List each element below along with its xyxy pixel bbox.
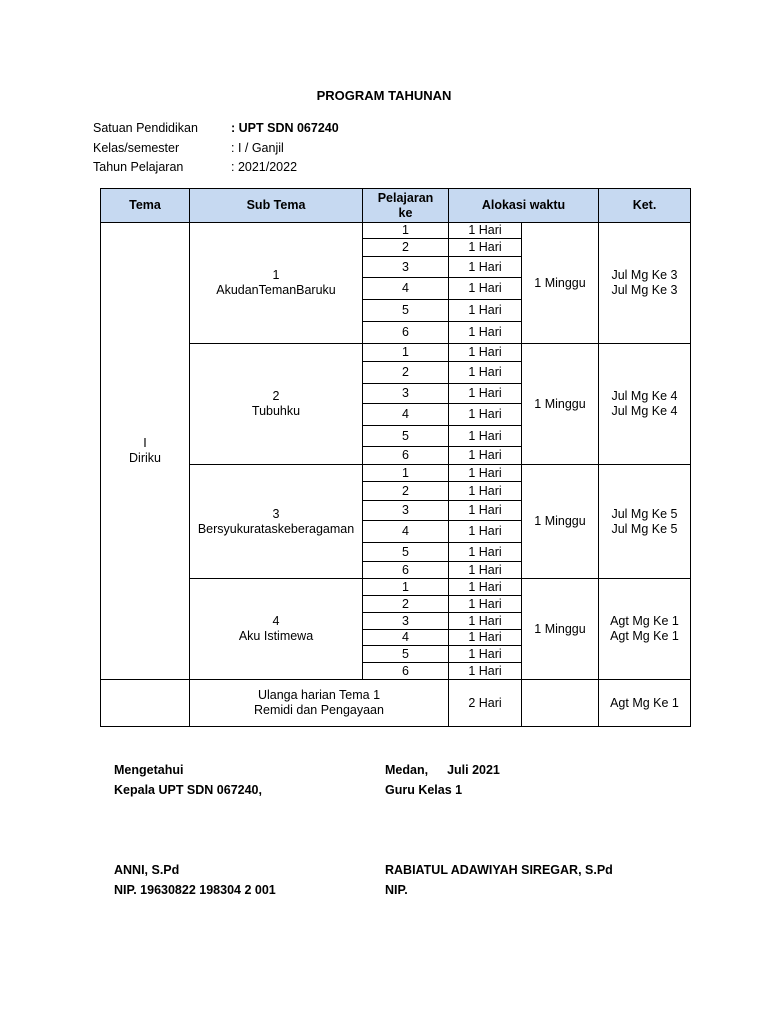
info-row-kelas bbox=[93, 139, 339, 159]
alokasi-cell: 1 Minggu bbox=[522, 223, 599, 344]
table-header-row bbox=[101, 189, 691, 223]
hari-cell: 1 Hari bbox=[449, 447, 522, 465]
sign-place-date bbox=[385, 760, 500, 780]
info-label: Satuan Pendidikan bbox=[93, 121, 198, 135]
info-row-tahun bbox=[93, 158, 339, 178]
hari-cell: 1 Hari bbox=[449, 362, 522, 384]
header-pelajaran-line2: ke bbox=[398, 205, 413, 220]
ket-line: Jul Mg Ke 4 bbox=[611, 404, 678, 418]
pelajaran-number: 2 bbox=[363, 239, 449, 257]
hari-cell: 1 Hari bbox=[449, 278, 522, 300]
ket-line: Agt Mg Ke 1 bbox=[610, 614, 679, 628]
subtema-number: 2 bbox=[272, 389, 280, 403]
hari-cell: 1 Hari bbox=[449, 322, 522, 344]
empty-cell bbox=[101, 680, 190, 727]
ulangan-ket: Agt Mg Ke 1 bbox=[599, 680, 691, 727]
hari-cell: 1 Hari bbox=[449, 579, 522, 596]
alokasi-cell: 1 Minggu bbox=[522, 344, 599, 465]
empty-cell bbox=[522, 680, 599, 727]
ulangan-line2: Remidi dan Pengayaan bbox=[254, 703, 384, 717]
pelajaran-number: 4 bbox=[363, 630, 449, 646]
subtema-name: AkudanTemanBaruku bbox=[216, 283, 336, 297]
hari-cell: 1 Hari bbox=[449, 300, 522, 322]
pelajaran-number: 2 bbox=[363, 482, 449, 501]
hari-cell: 1 Hari bbox=[449, 482, 522, 501]
pelajaran-number: 3 bbox=[363, 613, 449, 630]
sign-date: Juli 2021 bbox=[447, 763, 500, 777]
pelajaran-number: 4 bbox=[363, 521, 449, 543]
hari-cell: 1 Hari bbox=[449, 630, 522, 646]
pelajaran-number: 1 bbox=[363, 344, 449, 362]
pelajaran-number: 3 bbox=[363, 384, 449, 404]
hari-cell: 1 Hari bbox=[449, 384, 522, 404]
table-row bbox=[101, 344, 691, 362]
subtema-name: Tubuhku bbox=[251, 404, 301, 418]
header-pelajaran bbox=[363, 189, 449, 223]
hari-cell: 1 Hari bbox=[449, 646, 522, 663]
ket-line: Jul Mg Ke 3 bbox=[611, 283, 678, 297]
pelajaran-number: 5 bbox=[363, 426, 449, 447]
ket-line: Jul Mg Ke 5 bbox=[611, 521, 678, 536]
subtema-cell bbox=[190, 579, 363, 680]
info-value: : UPT SDN 067240 bbox=[231, 121, 339, 135]
ket-line: Jul Mg Ke 3 bbox=[611, 268, 678, 282]
ket-line: Jul Mg Ke 4 bbox=[611, 389, 678, 403]
hari-cell: 1 Hari bbox=[449, 562, 522, 579]
subtema-name: Bersyukurataskeberagaman bbox=[197, 521, 355, 536]
hari-cell: 1 Hari bbox=[449, 223, 522, 239]
tema-number: I bbox=[143, 436, 147, 450]
pelajaran-number: 1 bbox=[363, 579, 449, 596]
ket-line: Agt Mg Ke 1 bbox=[610, 629, 679, 643]
pelajaran-number: 5 bbox=[363, 543, 449, 562]
pelajaran-number: 4 bbox=[363, 278, 449, 300]
info-value: : I / Ganjil bbox=[231, 140, 284, 155]
ket-cell bbox=[599, 579, 691, 680]
subtema-cell bbox=[190, 223, 363, 344]
signature-right bbox=[385, 760, 500, 800]
table-row bbox=[101, 223, 691, 239]
hari-cell: 1 Hari bbox=[449, 663, 522, 680]
subtema-number: 4 bbox=[272, 614, 280, 628]
sign-left-nip: NIP. 19630822 198304 2 001 bbox=[114, 883, 276, 897]
hari-cell: 1 Hari bbox=[449, 501, 522, 521]
pelajaran-number: 6 bbox=[363, 447, 449, 465]
hari-cell: 1 Hari bbox=[449, 596, 522, 613]
hari-cell: 1 Hari bbox=[449, 257, 522, 278]
tema-name: Diriku bbox=[129, 451, 161, 465]
header-ket: Ket. bbox=[599, 189, 691, 223]
sign-right-nip: NIP. bbox=[385, 883, 408, 897]
hari-cell: 1 Hari bbox=[449, 613, 522, 630]
signature-right-name bbox=[385, 860, 613, 900]
pelajaran-number: 6 bbox=[363, 663, 449, 680]
ulangan-row bbox=[101, 680, 691, 727]
sign-left-name: ANNI, S.Pd bbox=[114, 863, 180, 877]
hari-cell: 1 Hari bbox=[449, 404, 522, 426]
ket-cell bbox=[599, 344, 691, 465]
pelajaran-number: 3 bbox=[363, 257, 449, 278]
ulangan-cell bbox=[190, 680, 449, 727]
header-subtema: Sub Tema bbox=[190, 189, 363, 223]
pelajaran-number: 5 bbox=[363, 646, 449, 663]
pelajaran-number: 5 bbox=[363, 300, 449, 322]
signature-left bbox=[114, 760, 262, 800]
pelajaran-number: 3 bbox=[363, 501, 449, 521]
ulangan-hari: 2 Hari bbox=[449, 680, 522, 727]
pelajaran-number: 2 bbox=[363, 362, 449, 384]
pelajaran-number: 1 bbox=[363, 223, 449, 239]
alokasi-cell: 1 Minggu bbox=[522, 579, 599, 680]
subtema-number: 3 bbox=[272, 506, 280, 521]
sign-kepala: Kepala UPT SDN 067240, bbox=[114, 783, 262, 797]
hari-cell: 1 Hari bbox=[449, 521, 522, 543]
program-table bbox=[100, 188, 691, 727]
sign-mengetahui: Mengetahui bbox=[114, 763, 184, 777]
pelajaran-number: 6 bbox=[363, 562, 449, 579]
hari-cell: 1 Hari bbox=[449, 543, 522, 562]
ulangan-line1: Ulanga harian Tema 1 bbox=[257, 688, 381, 702]
ket-line: Jul Mg Ke 5 bbox=[611, 506, 678, 521]
sign-right-name: RABIATUL ADAWIYAH SIREGAR, S.Pd bbox=[385, 863, 613, 877]
tema-cell bbox=[101, 223, 190, 680]
ket-cell bbox=[599, 223, 691, 344]
hari-cell: 1 Hari bbox=[449, 465, 522, 482]
hari-cell: 1 Hari bbox=[449, 426, 522, 447]
sign-place: Medan, bbox=[385, 763, 429, 777]
info-label: Tahun Pelajaran bbox=[93, 160, 184, 174]
header-pelajaran-line1: Pelajaran bbox=[377, 190, 434, 205]
sign-guru: Guru Kelas 1 bbox=[385, 783, 463, 797]
header-tema: Tema bbox=[101, 189, 190, 223]
pelajaran-number: 6 bbox=[363, 322, 449, 344]
header-alokasi: Alokasi waktu bbox=[449, 189, 599, 223]
table-row bbox=[101, 579, 691, 596]
pelajaran-number: 2 bbox=[363, 596, 449, 613]
info-label: Kelas/semester bbox=[93, 140, 180, 155]
table-row bbox=[101, 465, 691, 482]
ket-cell bbox=[599, 465, 691, 579]
subtema-name: Aku Istimewa bbox=[238, 629, 314, 643]
subtema-cell bbox=[190, 465, 363, 579]
identity-block bbox=[93, 119, 339, 178]
signature-left-name bbox=[114, 860, 276, 900]
document-title: PROGRAM TAHUNAN bbox=[316, 88, 452, 103]
hari-cell: 1 Hari bbox=[449, 239, 522, 257]
subtema-number: 1 bbox=[272, 268, 280, 282]
hari-cell: 1 Hari bbox=[449, 344, 522, 362]
pelajaran-number: 1 bbox=[363, 465, 449, 482]
subtema-cell bbox=[190, 344, 363, 465]
info-value: : 2021/2022 bbox=[231, 160, 298, 174]
info-row-satuan bbox=[93, 119, 339, 139]
pelajaran-number: 4 bbox=[363, 404, 449, 426]
alokasi-cell: 1 Minggu bbox=[522, 465, 599, 579]
